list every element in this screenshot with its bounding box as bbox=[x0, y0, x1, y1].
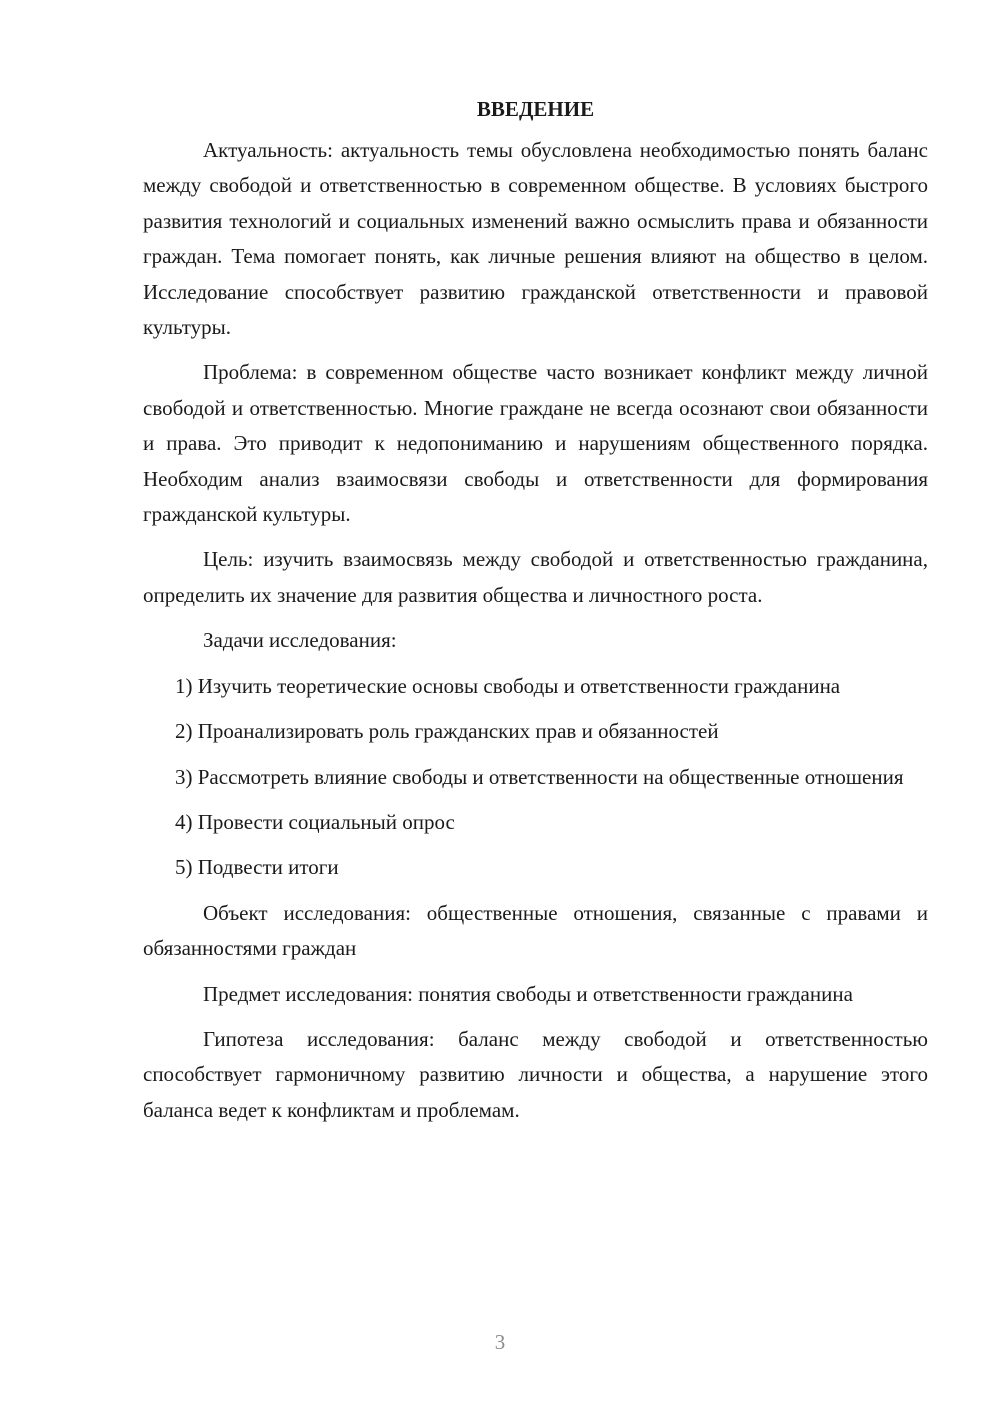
hypothesis-paragraph: Гипотеза исследования: баланс между свободой и ответственностью способствует гармоничному развитию личности и общества, а нарушение этого баланса ведет к конфликтам и проблемам. bbox=[143, 1026, 928, 1122]
task-item-5: 5) Подвести итоги bbox=[175, 855, 339, 880]
page-number: 3 bbox=[494, 1330, 506, 1354]
relevance-paragraph: Актуальность: актуальность темы обусловлена необходимостью понять баланс между свободой и ответственностью в современном обществе. В условиях быстрого развития технологий и социальных изменений важно осмыслить права и обязанности граждан. Тема помогает понять, как личные решения влияют на общество в целом. Исследование способствует развитию гражданской ответственности и правовой культуры. bbox=[143, 138, 928, 340]
subject-paragraph: Предмет исследования: понятия свободы и ответственности гражданина bbox=[203, 981, 853, 1006]
task-item-4: 4) Провести социальный опрос bbox=[175, 809, 455, 834]
document-title: ВВЕДЕНИЕ bbox=[476, 97, 595, 121]
problem-paragraph: Проблема: в современном обществе часто возникает конфликт между личной свободой и ответственностью. Многие граждане не всегда осознают свои обязанности и права. Это приводит к недопониманию и нарушениям общественного порядка. Необходим анализ взаимосвязи свободы и ответственности для формирования гражданской культуры. bbox=[143, 360, 928, 527]
tasks-heading: Задачи исследования: bbox=[203, 628, 397, 653]
task-item-3: 3) Рассмотреть влияние свободы и ответственности на общественные отношения bbox=[175, 764, 904, 789]
task-item-1: 1) Изучить теоретические основы свободы и ответственности гражданина bbox=[175, 673, 841, 698]
task-item-2: 2) Проанализировать роль гражданских прав и обязанностей bbox=[175, 719, 719, 744]
goal-paragraph: Цель: изучить взаимосвязь между свободой и ответственностью гражданина, определить их значение для развития общества и личностного роста. bbox=[143, 547, 928, 607]
object-paragraph: Объект исследования: общественные отношения, связанные с правами и обязанностями граждан bbox=[143, 900, 928, 961]
document-page bbox=[143, 92, 928, 1128]
